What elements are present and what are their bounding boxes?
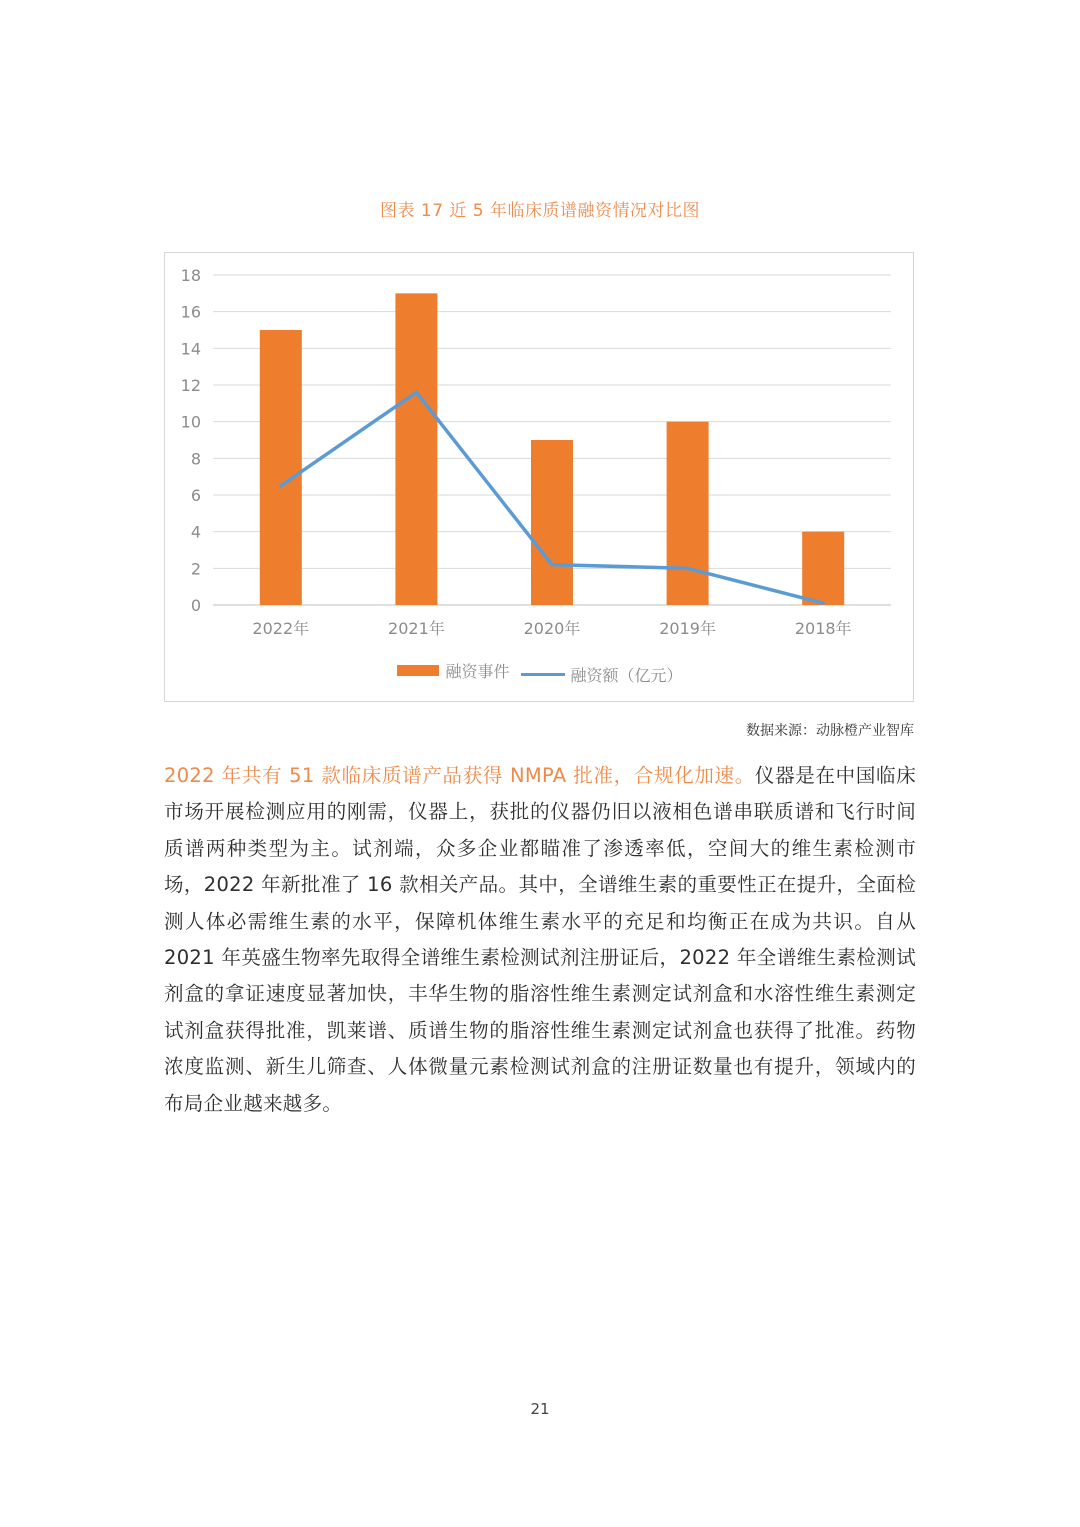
y-tick-label: 6 [190,486,201,505]
legend-swatch-line [521,673,565,676]
bar [802,532,844,605]
legend-label-line: 融资额（亿元） [570,666,683,685]
bar [395,293,437,605]
y-tick-label: 8 [190,449,201,469]
figure-title: 图表 17 近 5 年临床质谱融资情况对比图 [379,201,701,221]
legend-swatch-bar [397,665,439,676]
legend-label-bar: 融资事件 [445,662,510,681]
y-tick-label: 0 [190,596,201,615]
x-tick-label: 2022年 [252,619,310,638]
data-source: 数据来源：动脉橙产业智库 [746,723,914,739]
chart-legend [165,659,915,686]
x-tick-label: 2018年 [794,619,852,638]
bar [260,330,302,605]
chart-svg [165,253,915,703]
y-tick-label: 2 [190,559,201,579]
x-tick-label: 2021年 [388,619,445,638]
y-tick-label: 18 [180,266,201,285]
legend-item-bar [397,659,509,682]
body-highlight: 2022 年共有 51 款临床质谱产品获得 NMPA 批准，合规化加速。 [164,764,755,787]
body-text: 仪器是在中国临床市场开展检测应用的刚需，仪器上，获批的仪器仍旧以液相色谱串联质谱和飞行时间质谱两种类型为主。试剂端，众多企业都瞄准了渗透率低，空间大的维生素检测市场，2022 年新批准了 16 款相关产品。其中，全谱维生素的重要性正在提升，全面检测人体必需维生素的水平，保障机体维生素水平的充足和均衡正在成为共识。自从 2021 年英盛生物率先取得全谱维生素检测试剂注册证后，2022 年全谱维生素检测试剂盒的拿证速度显著加快，丰华生物的脂溶性维生素测定试剂盒和水溶性维生素测定试剂盒获得批准，凯莱谱、质谱生物的脂溶性维生素测定试剂盒也获得了批准。药物浓度监测、新生儿筛查、人体微量元素检测试剂盒的注册证数量也有提升，领域内的布局企业越来越多。 [164,764,916,1115]
y-tick-label: 12 [180,376,201,395]
x-tick-label: 2019年 [659,619,716,638]
legend-item-line [521,663,683,686]
bar [667,422,709,605]
bar [531,440,573,605]
y-tick-label: 14 [180,339,201,359]
body-paragraph [164,758,916,1122]
y-tick-label: 16 [180,302,201,322]
x-tick-label: 2020年 [523,619,581,638]
page-number: 21 [530,1400,550,1418]
y-tick-label: 4 [190,522,201,542]
chart-container [164,252,914,702]
y-tick-label: 10 [180,412,201,432]
